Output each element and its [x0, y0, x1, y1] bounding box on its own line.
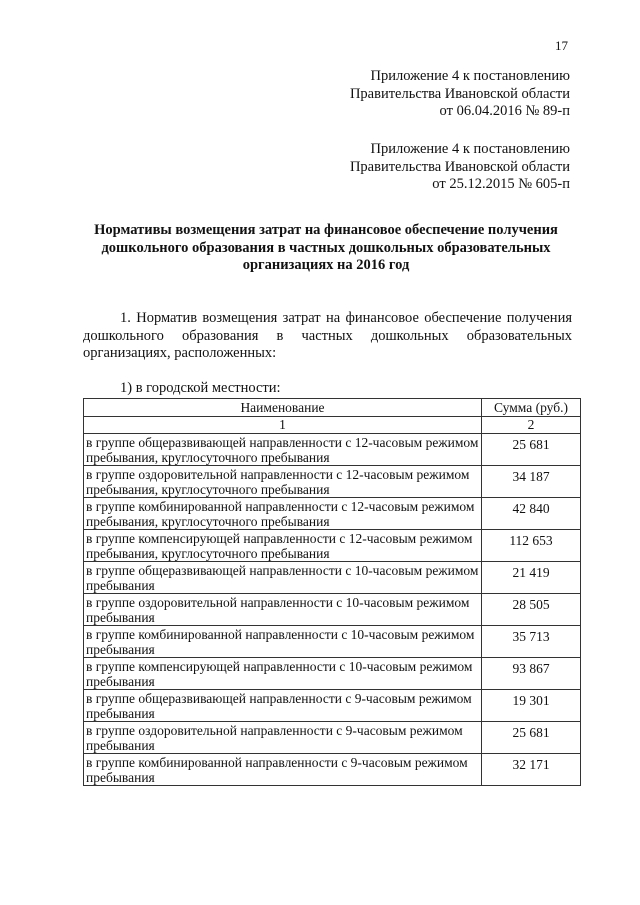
row-sum-cell: 42 840 — [482, 498, 581, 530]
appendix-line: Правительства Ивановской области — [349, 158, 570, 175]
table-row — [84, 466, 581, 498]
row-name-cell: в группе оздоровительной направленности с 12-часовым режимом пребывания, круглосуточного пребывания — [84, 466, 482, 498]
table-row — [84, 530, 581, 562]
norms-table — [83, 398, 581, 786]
table-row — [84, 562, 581, 594]
row-sum-cell: 19 301 — [482, 690, 581, 722]
row-name-cell: в группе общеразвивающей направленности с 12-часовым режимом пребывания, круглосуточного пребывания — [84, 434, 482, 466]
row-name-cell: в группе комбинированной направленности с 10-часовым режимом пребывания — [84, 626, 482, 658]
column-number: 2 — [482, 417, 581, 434]
table-row — [84, 498, 581, 530]
table-row — [84, 722, 581, 754]
row-name-cell: в группе оздоровительной направленности с 10-часовым режимом пребывания — [84, 594, 482, 626]
row-sum-cell: 93 867 — [482, 658, 581, 690]
column-number: 1 — [84, 417, 482, 434]
table-row — [84, 434, 581, 466]
appendix-header-current — [350, 68, 570, 121]
row-name-cell: в группе комбинированной направленности с 12-часовым режимом пребывания, круглосуточного пребывания — [84, 498, 482, 530]
row-name-cell: в группе компенсирующей направленности с 10-часовым режимом пребывания — [84, 658, 482, 690]
row-sum-cell: 112 653 — [482, 530, 581, 562]
paragraph-1: 1. Норматив возмещения затрат на финансовое обеспечение получения дошкольного образования в частных дошкольных образовательных организациях, расположенных: — [83, 310, 572, 361]
table-row — [84, 626, 581, 658]
table-row — [84, 594, 581, 626]
row-sum-cell: 25 681 — [482, 434, 581, 466]
appendix-line: от 06.04.2016 № 89-п — [439, 103, 570, 119]
table-header-row — [84, 399, 581, 417]
row-sum-cell: 34 187 — [482, 466, 581, 498]
row-name-cell: в группе компенсирующей направленности с 12-часовым режимом пребывания, круглосуточного пребывания — [84, 530, 482, 562]
appendix-line: Приложение 4 к постановлению — [370, 68, 570, 84]
row-sum-cell: 28 505 — [482, 594, 581, 626]
appendix-line: Правительства Ивановской области — [349, 85, 570, 102]
table-row — [84, 658, 581, 690]
document-title: Нормативы возмещения затрат на финансовое обеспечение получения дошкольного образования в частных дошкольных образовательных организациях на 2016 год — [94, 222, 558, 273]
appendix-header-original — [350, 141, 570, 194]
row-name-cell: в группе общеразвивающей направленности с 9-часовым режимом пребывания — [84, 690, 482, 722]
row-sum-cell: 35 713 — [482, 626, 581, 658]
table-row — [84, 690, 581, 722]
appendix-line: от 25.12.2015 № 605-п — [432, 176, 570, 192]
row-name-cell: в группе оздоровительной направленности с 9-часовым режимом пребывания — [84, 722, 482, 754]
row-name-cell: в группе комбинированной направленности с 9-часовым режимом пребывания — [84, 754, 482, 786]
row-name-cell: в группе общеразвивающей направленности с 10-часовым режимом пребывания — [84, 562, 482, 594]
row-sum-cell: 32 171 — [482, 754, 581, 786]
column-number-row — [84, 417, 581, 434]
page-number: 17 — [555, 38, 568, 53]
row-sum-cell: 25 681 — [482, 722, 581, 754]
subsection-urban: 1) в городской местности: — [120, 380, 281, 396]
column-header-name: Наименование — [84, 399, 482, 417]
appendix-line: Приложение 4 к постановлению — [370, 141, 570, 157]
row-sum-cell: 21 419 — [482, 562, 581, 594]
table-row — [84, 754, 581, 786]
column-header-sum: Сумма (руб.) — [482, 399, 581, 417]
